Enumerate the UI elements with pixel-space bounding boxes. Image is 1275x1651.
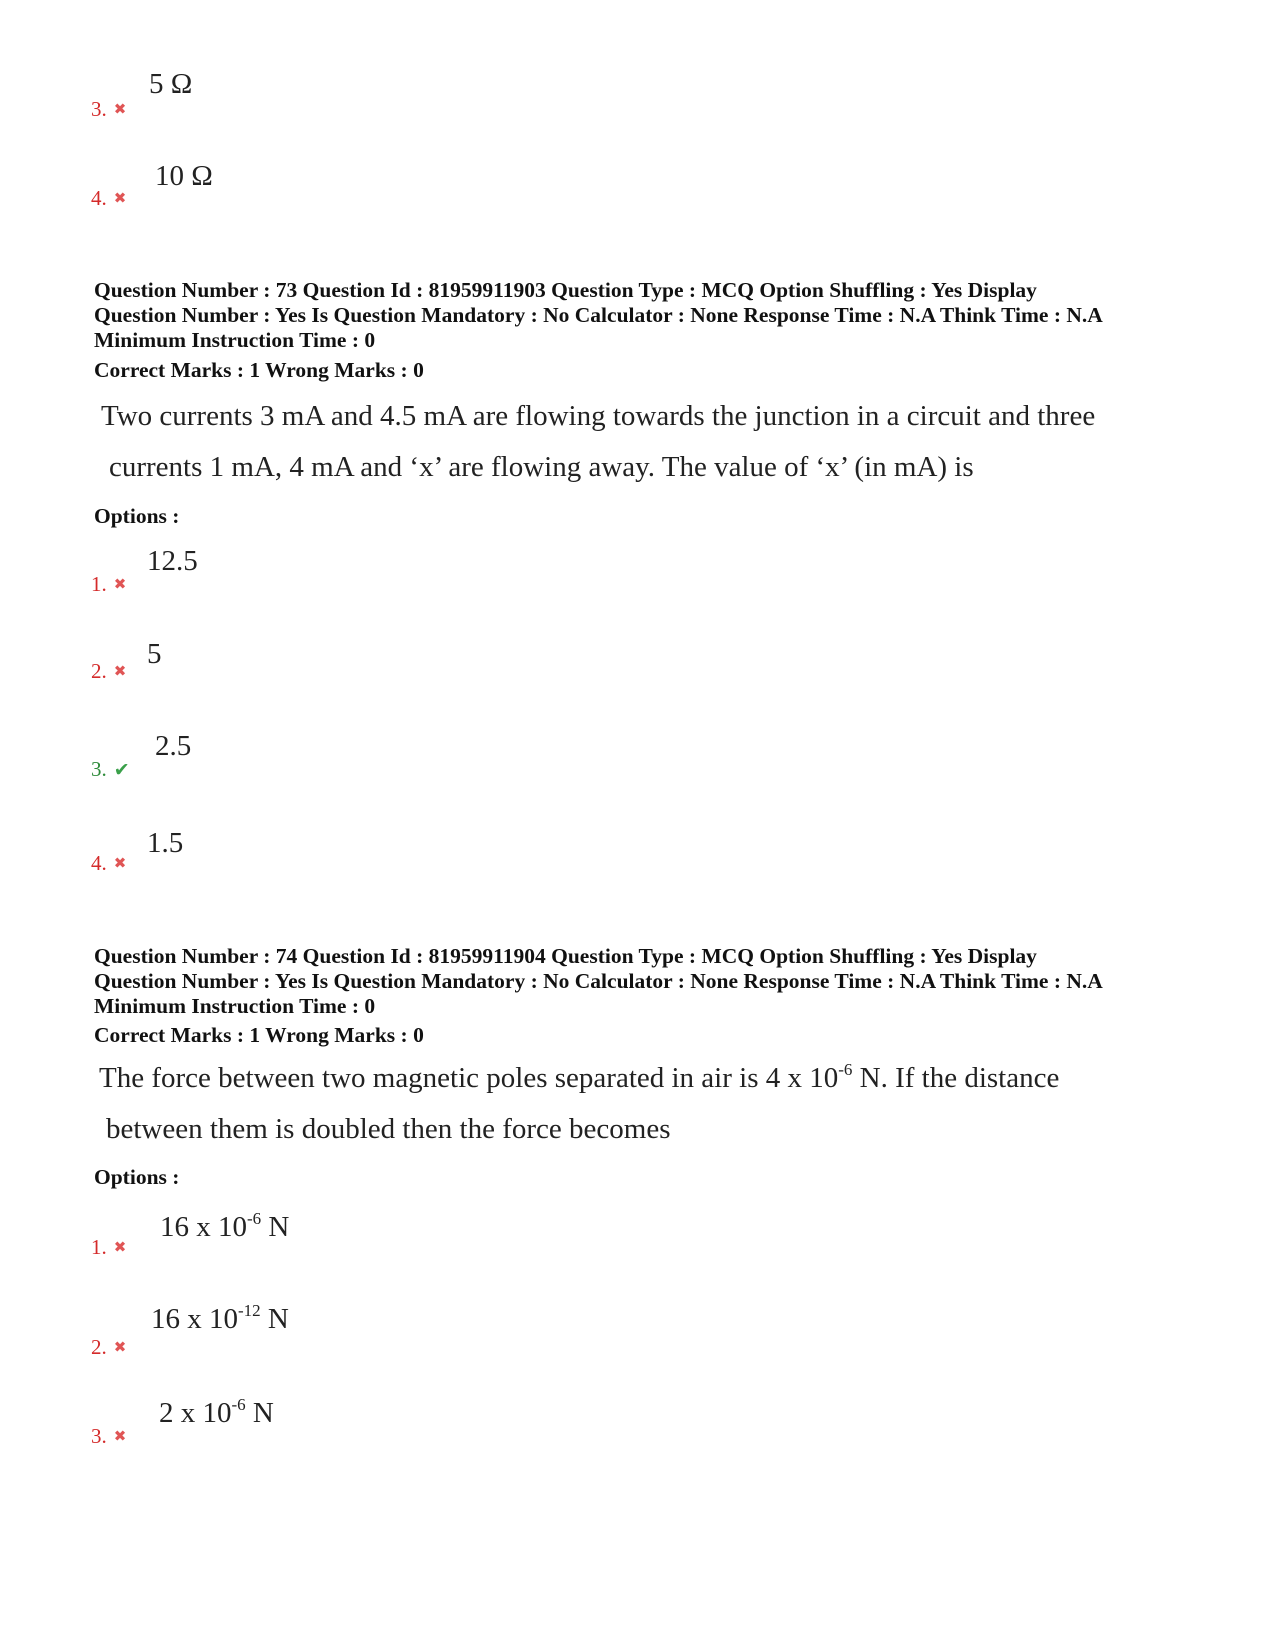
question-text: currents 1 mA, 4 mA and ‘x’ are flowing away. The value of ‘x’ (in mA) is	[109, 451, 974, 483]
cross-icon: ✖	[113, 1429, 127, 1445]
option-value: 16 x $10^{-12}$ N	[151, 1301, 289, 1335]
cross-icon: ✖	[113, 102, 127, 118]
option-value: 2.5	[155, 730, 192, 762]
option-value: 10 Ω	[155, 160, 213, 192]
option-number: 2. ✖	[91, 659, 127, 683]
question-text: The force between two magnetic poles separated in air is 4 x $10^{-6}$ N. If the distance	[99, 1060, 1060, 1094]
option-value: 5	[147, 638, 162, 670]
options-label: Options :	[94, 504, 180, 528]
check-icon: ✔	[113, 760, 130, 781]
cross-icon: ✖	[113, 1340, 127, 1356]
question-text: Two currents 3 mA and 4.5 mA are flowing towards the junction in a circuit and three	[101, 400, 1096, 432]
option-value: 1.5	[147, 827, 184, 859]
cross-icon: ✖	[113, 664, 127, 680]
option-number: 1. ✖	[91, 572, 127, 596]
option-number: 4. ✖	[91, 186, 127, 210]
option-value: 2 x $10^{-6}$ N	[159, 1395, 274, 1429]
option-number: 3. ✖	[91, 1424, 127, 1448]
options-label: Options :	[94, 1165, 180, 1189]
option-number: 2. ✖	[91, 1335, 127, 1359]
option-number: 3. ✖	[91, 97, 127, 121]
option-value: 5 Ω	[149, 68, 193, 100]
option-value: 16 x $10^{-6}$ N	[160, 1209, 290, 1243]
cross-icon: ✖	[113, 856, 127, 872]
question-text: between them is doubled then the force becomes	[106, 1113, 671, 1145]
option-number: 4. ✖	[91, 851, 127, 875]
cross-icon: ✖	[113, 1240, 127, 1256]
cross-icon: ✖	[113, 577, 127, 593]
option-value: 12.5	[147, 545, 198, 577]
cross-icon: ✖	[113, 191, 127, 207]
question-marks: Correct Marks : 1 Wrong Marks : 0	[94, 1023, 424, 1047]
question-meta: Question Number : 73 Question Id : 81959911903 Question Type : MCQ Option Shuffling : Yes Display Question Number : Yes Is Question Mandatory : No Calculator : None Response Time : N.A Think Time : N.A Minimum Instruction Time : 0	[94, 278, 1103, 352]
question-marks: Correct Marks : 1 Wrong Marks : 0	[94, 358, 424, 382]
option-number: 3. ✔	[91, 757, 130, 781]
option-number: 1. ✖	[91, 1235, 127, 1259]
question-meta: Question Number : 74 Question Id : 81959911904 Question Type : MCQ Option Shuffling : Yes Display Question Number : Yes Is Question Mandatory : No Calculator : None Response Time : N.A Think Time : N.A Minimum Instruction Time : 0	[94, 944, 1103, 1018]
